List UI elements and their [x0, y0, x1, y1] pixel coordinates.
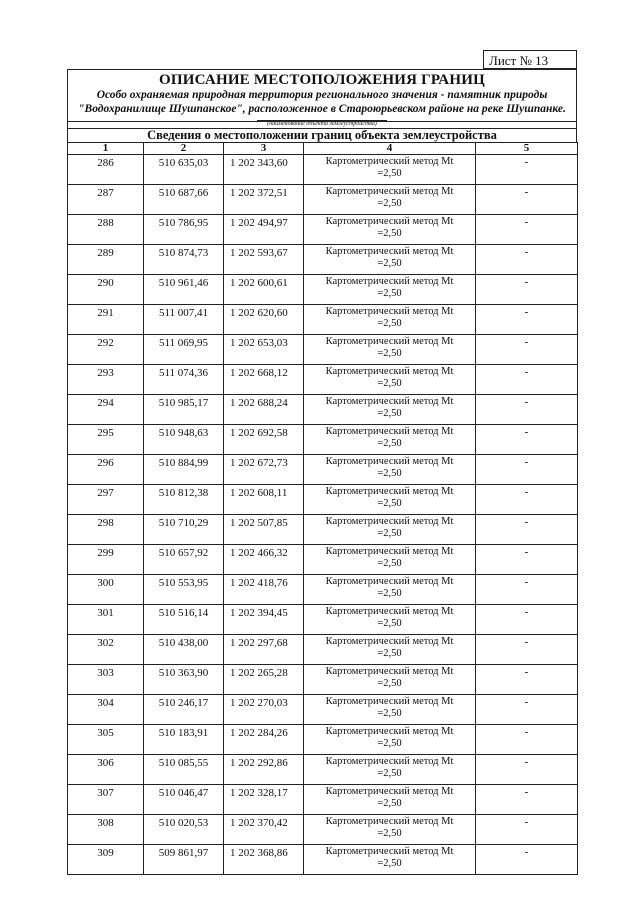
point-number: 290	[68, 275, 144, 305]
coordinate-x: 510 812,38	[144, 485, 224, 515]
table-row	[68, 245, 578, 275]
table-row	[68, 605, 578, 635]
column-5-value: -	[476, 515, 578, 545]
coordinate-y: 1 202 653,03	[224, 335, 304, 365]
point-number: 298	[68, 515, 144, 545]
method-line-2: =2,50	[377, 438, 402, 449]
column-5-value: -	[476, 815, 578, 845]
point-number: 308	[68, 815, 144, 845]
method-line-2: =2,50	[377, 168, 402, 179]
sheet-number-label: Лист № 13	[483, 50, 577, 69]
coordinate-x: 510 884,99	[144, 455, 224, 485]
coordinate-y: 1 202 692,58	[224, 425, 304, 455]
coordinate-y: 1 202 343,60	[224, 155, 304, 185]
coordinate-y: 1 202 507,85	[224, 515, 304, 545]
coordinate-y: 1 202 466,32	[224, 545, 304, 575]
coordinate-x: 510 985,17	[144, 395, 224, 425]
coordinate-x: 509 861,97	[144, 845, 224, 875]
point-number: 300	[68, 575, 144, 605]
table-row	[68, 515, 578, 545]
coordinate-y: 1 202 620,60	[224, 305, 304, 335]
method-line-1: Картометрический метод Mt	[325, 156, 454, 167]
coordinate-x: 510 363,90	[144, 665, 224, 695]
method-cell	[304, 275, 476, 305]
method-cell	[304, 725, 476, 755]
point-number: 309	[68, 845, 144, 875]
column-5-value: -	[476, 485, 578, 515]
method-line-1: Картометрический метод Mt	[325, 516, 454, 527]
method-cell	[304, 305, 476, 335]
column-5-value: -	[476, 365, 578, 395]
point-number: 303	[68, 665, 144, 695]
point-number: 294	[68, 395, 144, 425]
coordinate-x: 510 046,47	[144, 785, 224, 815]
column-header-1: 1	[68, 143, 144, 155]
coordinate-y: 1 202 672,73	[224, 455, 304, 485]
coordinate-y: 1 202 494,97	[224, 215, 304, 245]
point-number: 291	[68, 305, 144, 335]
coordinate-x: 510 438,00	[144, 635, 224, 665]
column-5-value: -	[476, 755, 578, 785]
coordinate-x: 510 635,03	[144, 155, 224, 185]
column-header-5: 5	[476, 143, 578, 155]
method-line-2: =2,50	[377, 288, 402, 299]
column-5-value: -	[476, 245, 578, 275]
coordinate-y: 1 202 292,86	[224, 755, 304, 785]
coordinate-y: 1 202 418,76	[224, 575, 304, 605]
column-5-value: -	[476, 425, 578, 455]
method-cell	[304, 755, 476, 785]
column-5-value: -	[476, 395, 578, 425]
method-cell	[304, 425, 476, 455]
coordinate-y: 1 202 668,12	[224, 365, 304, 395]
coordinate-y: 1 202 688,24	[224, 395, 304, 425]
point-number: 288	[68, 215, 144, 245]
method-line-1: Картометрический метод Mt	[325, 666, 454, 677]
table-row	[68, 425, 578, 455]
method-line-2: =2,50	[377, 528, 402, 539]
method-cell	[304, 695, 476, 725]
table-row	[68, 575, 578, 605]
point-number: 287	[68, 185, 144, 215]
coordinate-x: 510 710,29	[144, 515, 224, 545]
table-row	[68, 845, 578, 875]
method-cell	[304, 155, 476, 185]
table-row	[68, 755, 578, 785]
point-number: 301	[68, 605, 144, 635]
point-number: 296	[68, 455, 144, 485]
method-cell	[304, 515, 476, 545]
column-5-value: -	[476, 575, 578, 605]
document-title: ОПИСАНИЕ МЕСТОПОЛОЖЕНИЯ ГРАНИЦ	[159, 72, 485, 88]
column-5-value: -	[476, 185, 578, 215]
table-row	[68, 215, 578, 245]
table-row	[68, 305, 578, 335]
coordinates-table	[67, 142, 578, 875]
column-5-value: -	[476, 695, 578, 725]
table-header-row	[68, 143, 578, 155]
coordinate-x: 510 687,66	[144, 185, 224, 215]
coordinate-y: 1 202 270,03	[224, 695, 304, 725]
method-line-1: Картометрический метод Mt	[325, 726, 454, 737]
coordinate-x: 510 553,95	[144, 575, 224, 605]
coordinate-x: 510 948,63	[144, 425, 224, 455]
method-line-2: =2,50	[377, 648, 402, 659]
table-row	[68, 815, 578, 845]
table-row	[68, 275, 578, 305]
table-row	[68, 725, 578, 755]
method-line-2: =2,50	[377, 348, 402, 359]
coordinate-y: 1 202 600,61	[224, 275, 304, 305]
method-line-1: Картометрический метод Mt	[325, 396, 454, 407]
column-5-value: -	[476, 605, 578, 635]
column-5-value: -	[476, 545, 578, 575]
coordinate-x: 510 874,73	[144, 245, 224, 275]
method-line-1: Картометрический метод Mt	[325, 366, 454, 377]
coordinate-y: 1 202 372,51	[224, 185, 304, 215]
point-number: 289	[68, 245, 144, 275]
column-5-value: -	[476, 635, 578, 665]
coordinate-y: 1 202 608,11	[224, 485, 304, 515]
method-cell	[304, 575, 476, 605]
table-row	[68, 785, 578, 815]
section-title: Сведения о местоположении границ объекта землеустройства	[67, 128, 577, 142]
method-line-2: =2,50	[377, 618, 402, 629]
table-row	[68, 665, 578, 695]
method-cell	[304, 845, 476, 875]
method-line-1: Картометрический метод Mt	[325, 636, 454, 647]
column-header-2: 2	[144, 143, 224, 155]
method-cell	[304, 455, 476, 485]
subtitle-line-1: Особо охраняемая природная территория регионального значения - памятник природы	[96, 89, 548, 101]
coordinate-y: 1 202 297,68	[224, 635, 304, 665]
method-line-1: Картометрический метод Mt	[325, 426, 454, 437]
coordinate-x: 510 657,92	[144, 545, 224, 575]
method-cell	[304, 815, 476, 845]
method-line-2: =2,50	[377, 558, 402, 569]
method-cell	[304, 365, 476, 395]
method-line-2: =2,50	[377, 768, 402, 779]
method-line-2: =2,50	[377, 678, 402, 689]
coordinate-x: 511 007,41	[144, 305, 224, 335]
method-line-2: =2,50	[377, 498, 402, 509]
coordinate-x: 510 516,14	[144, 605, 224, 635]
table-row	[68, 335, 578, 365]
coordinate-x: 510 020,53	[144, 815, 224, 845]
method-line-1: Картометрический метод Mt	[325, 456, 454, 467]
coordinate-y: 1 202 284,26	[224, 725, 304, 755]
point-number: 297	[68, 485, 144, 515]
column-5-value: -	[476, 305, 578, 335]
point-number: 293	[68, 365, 144, 395]
table-body	[68, 155, 578, 875]
method-cell	[304, 395, 476, 425]
subtitle-line-2: "Водохранилище Шушпанское", расположенное в Староюрьевском районе на реке Шушпанке.	[78, 103, 566, 115]
method-line-1: Картометрический метод Mt	[325, 246, 454, 257]
table-row	[68, 365, 578, 395]
method-line-1: Картометрический метод Mt	[325, 486, 454, 497]
method-line-1: Картометрический метод Mt	[325, 846, 454, 857]
method-line-2: =2,50	[377, 468, 402, 479]
method-cell	[304, 485, 476, 515]
method-line-1: Картометрический метод Mt	[325, 606, 454, 617]
coordinate-x: 510 786,95	[144, 215, 224, 245]
table-row	[68, 395, 578, 425]
point-number: 286	[68, 155, 144, 185]
coordinate-x: 510 246,17	[144, 695, 224, 725]
column-5-value: -	[476, 215, 578, 245]
coordinate-y: 1 202 593,67	[224, 245, 304, 275]
method-line-2: =2,50	[377, 318, 402, 329]
method-line-2: =2,50	[377, 198, 402, 209]
column-5-value: -	[476, 845, 578, 875]
table-row	[68, 485, 578, 515]
point-number: 302	[68, 635, 144, 665]
column-header-3: 3	[224, 143, 304, 155]
method-cell	[304, 635, 476, 665]
method-cell	[304, 335, 476, 365]
table-row	[68, 635, 578, 665]
document-header	[67, 69, 577, 122]
column-5-value: -	[476, 665, 578, 695]
method-line-2: =2,50	[377, 228, 402, 239]
method-line-2: =2,50	[377, 858, 402, 869]
table-row	[68, 185, 578, 215]
method-line-2: =2,50	[377, 708, 402, 719]
method-cell	[304, 665, 476, 695]
column-header-4: 4	[304, 143, 476, 155]
coordinate-y: 1 202 394,45	[224, 605, 304, 635]
coordinate-y: 1 202 328,17	[224, 785, 304, 815]
point-number: 299	[68, 545, 144, 575]
coordinate-x: 511 074,36	[144, 365, 224, 395]
column-5-value: -	[476, 455, 578, 485]
point-number: 295	[68, 425, 144, 455]
method-line-2: =2,50	[377, 258, 402, 269]
coordinate-x: 510 183,91	[144, 725, 224, 755]
method-line-1: Картометрический метод Mt	[325, 186, 454, 197]
method-line-1: Картометрический метод Mt	[325, 786, 454, 797]
method-line-1: Картометрический метод Mt	[325, 756, 454, 767]
object-name-note: (наименование объекта землеустройства)	[257, 120, 387, 127]
method-line-1: Картометрический метод Mt	[325, 276, 454, 287]
method-line-1: Картометрический метод Mt	[325, 696, 454, 707]
method-line-1: Картометрический метод Mt	[325, 576, 454, 587]
point-number: 307	[68, 785, 144, 815]
method-line-1: Картометрический метод Mt	[325, 216, 454, 227]
method-line-2: =2,50	[377, 588, 402, 599]
point-number: 305	[68, 725, 144, 755]
method-line-2: =2,50	[377, 798, 402, 809]
column-5-value: -	[476, 155, 578, 185]
column-5-value: -	[476, 335, 578, 365]
coordinate-x: 510 961,46	[144, 275, 224, 305]
method-line-1: Картометрический метод Mt	[325, 306, 454, 317]
method-cell	[304, 215, 476, 245]
table-row	[68, 155, 578, 185]
method-cell	[304, 185, 476, 215]
method-line-1: Картометрический метод Mt	[325, 336, 454, 347]
method-line-2: =2,50	[377, 408, 402, 419]
coordinate-y: 1 202 368,86	[224, 845, 304, 875]
method-line-1: Картометрический метод Mt	[325, 546, 454, 557]
method-cell	[304, 545, 476, 575]
point-number: 292	[68, 335, 144, 365]
method-cell	[304, 245, 476, 275]
method-cell	[304, 785, 476, 815]
object-name-note-row	[67, 121, 577, 128]
point-number: 304	[68, 695, 144, 725]
method-line-1: Картометрический метод Mt	[325, 816, 454, 827]
coordinate-y: 1 202 265,28	[224, 665, 304, 695]
table-row	[68, 545, 578, 575]
table-row	[68, 455, 578, 485]
method-cell	[304, 605, 476, 635]
coordinate-x: 511 069,95	[144, 335, 224, 365]
column-5-value: -	[476, 785, 578, 815]
method-line-2: =2,50	[377, 738, 402, 749]
table-row	[68, 695, 578, 725]
column-5-value: -	[476, 275, 578, 305]
method-line-2: =2,50	[377, 828, 402, 839]
point-number: 306	[68, 755, 144, 785]
coordinate-y: 1 202 370,42	[224, 815, 304, 845]
column-5-value: -	[476, 725, 578, 755]
method-line-2: =2,50	[377, 378, 402, 389]
coordinate-x: 510 085,55	[144, 755, 224, 785]
